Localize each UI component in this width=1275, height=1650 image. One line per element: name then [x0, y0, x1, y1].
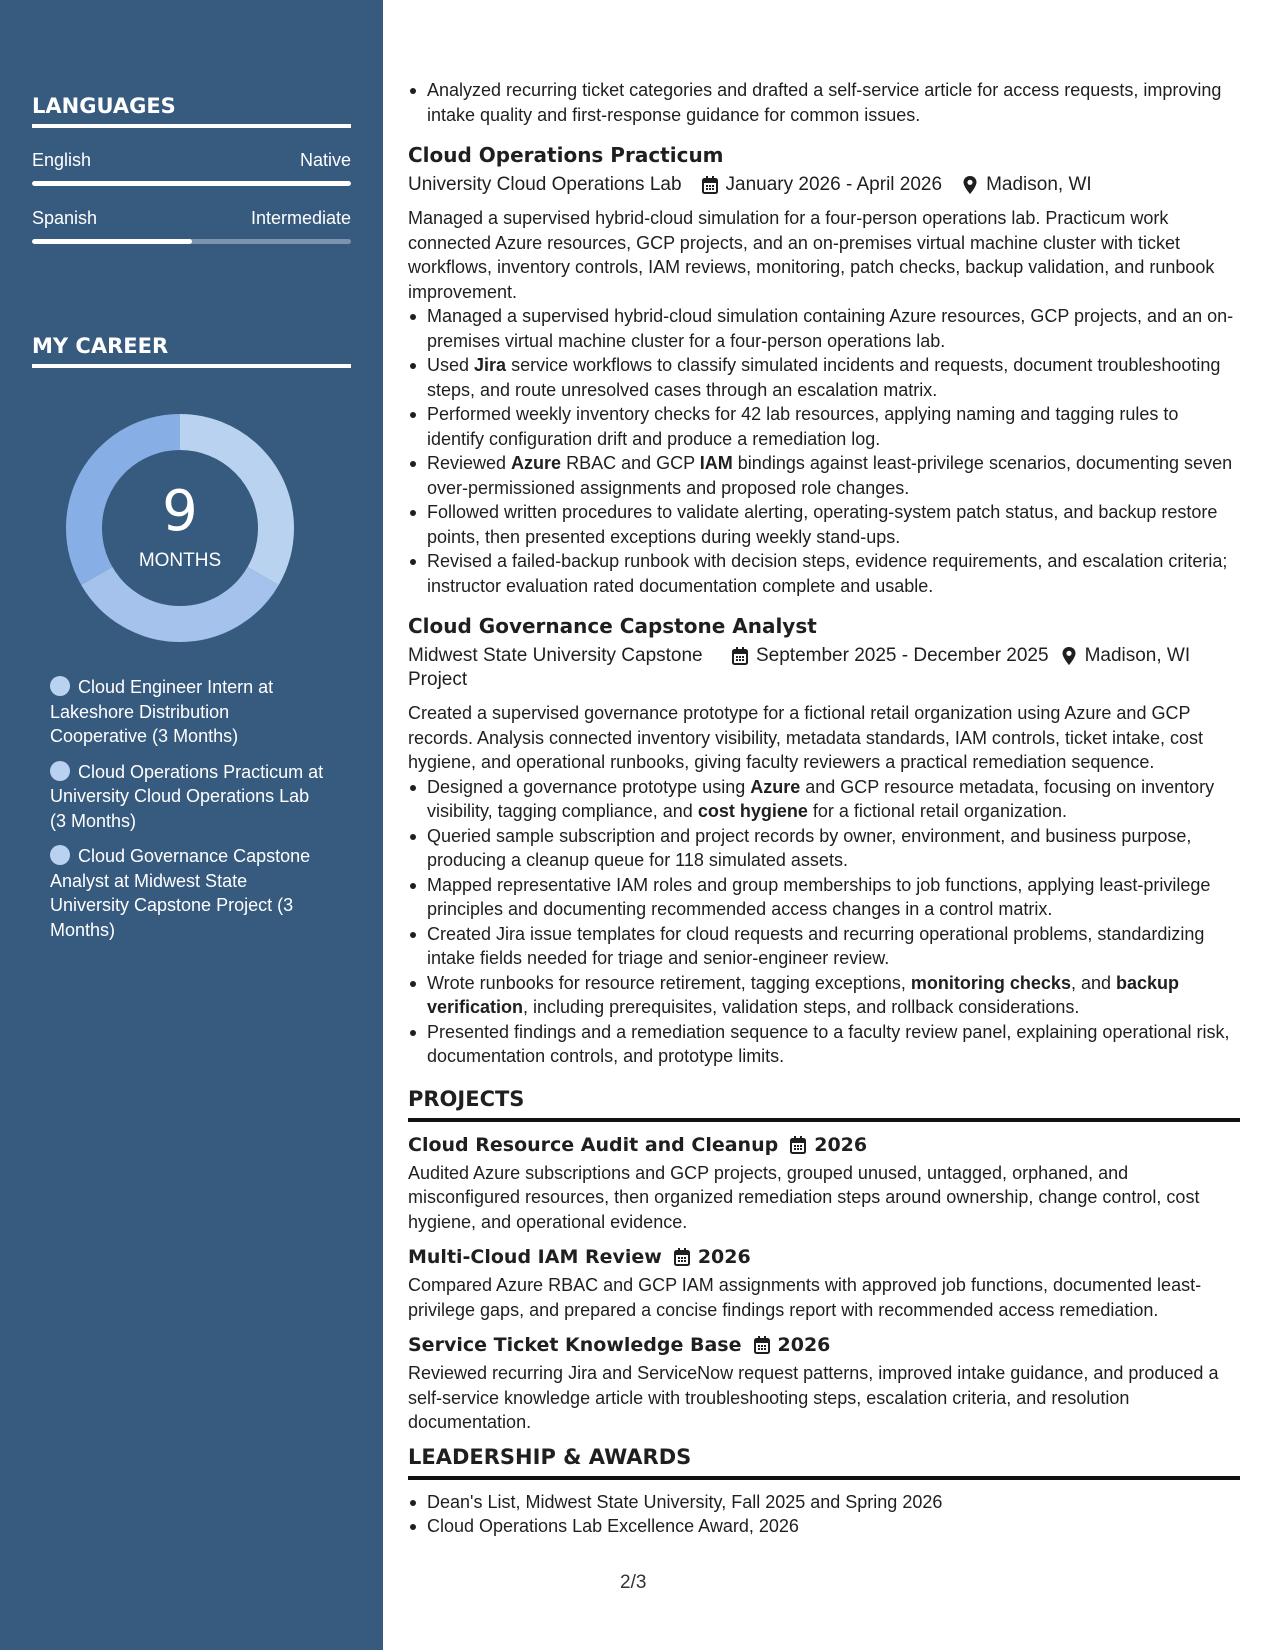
job-organization: Midwest State University Capstone Project: [408, 645, 703, 690]
job-bullets: [408, 775, 1240, 1069]
bullet-keyword: Azure: [750, 776, 801, 797]
career-dot-icon: [50, 676, 70, 696]
project-description: Reviewed recurring Jira and ServiceNow request patterns, improved intake guidance, and produced a self-service knowledge article with troubleshooting steps, escalation criteria, and resolution documentation.: [408, 1363, 1219, 1432]
career-item-text: Cloud Operations Practicum at University Cloud Operations Lab (3 Months): [50, 761, 324, 831]
bullet-item: [408, 922, 1240, 971]
language-item-english: [32, 150, 351, 186]
bullet-text: Created Jira issue templates for cloud requests and recurring operational problems, standardizing intake fields needed for triage and senior-engineer review.: [427, 923, 1205, 968]
award-item: Cloud Operations Lab Excellence Award, 2026: [408, 1514, 1240, 1539]
bullet-item: [408, 500, 1240, 549]
project-description: Audited Azure subscriptions and GCP projects, grouped unused, untagged, orphaned, and misconfigured resources, then organized remediation steps around ownership, change control, cost hygiene, and operational evidence.: [408, 1162, 1200, 1232]
bullet-keyword: Jira: [474, 355, 507, 375]
career-dot-icon: [50, 761, 70, 781]
bullet-text: and GCP resource metadata, focusing on inventory visibility, tagging compliance, and: [427, 776, 1215, 821]
career-item-text: Cloud Governance Capstone Analyst at Midwest State University Capstone Project (3 Months): [50, 846, 311, 940]
languages-heading: LANGUAGES: [32, 94, 351, 128]
job-entry: [408, 141, 1240, 598]
bullet-keyword: cost hygiene: [697, 801, 808, 821]
bullet-text: Designed a governance prototype using: [427, 776, 751, 797]
bullet-text: Used: [427, 355, 475, 375]
project-year: 2026: [814, 1133, 868, 1156]
career-list-item: [50, 760, 330, 834]
page-number: 2/3: [620, 1572, 647, 1593]
bullet-text: Followed written procedures to validate alerting, operating-system patch status, and backup restore points, then presented exceptions during weekly stand-ups.: [427, 502, 1218, 547]
bullet-item: [408, 353, 1240, 402]
language-name: Spanish: [32, 208, 98, 228]
calendar-icon: [702, 176, 718, 194]
location-pin-icon: [962, 176, 978, 194]
bullet-text: Reviewed: [427, 453, 512, 473]
job-dates: January 2026 - April 2026: [725, 174, 943, 195]
bullet-text: bindings against least-privilege scenarios, documenting seven over-permissioned assignments and proposed role changes.: [427, 453, 1233, 498]
career-total-unit: MONTHS: [138, 550, 222, 571]
career-list-item: [50, 675, 330, 749]
career-dot-icon: [50, 845, 70, 865]
language-item-spanish: [32, 208, 351, 244]
language-level: Intermediate: [250, 208, 351, 228]
language-name: English: [32, 150, 92, 170]
job-organization: University Cloud Operations Lab: [408, 174, 682, 195]
project-title: [408, 1244, 1240, 1270]
career-list-item: [50, 844, 330, 942]
bullet-item: [408, 1020, 1240, 1069]
career-total-value: 9: [162, 479, 198, 544]
language-proficiency-bar: [32, 239, 351, 244]
bullet-text: Mapped representative IAM roles and group memberships to job functions, applying least-privilege principles and documenting recommended access changes in a control matrix.: [427, 874, 1211, 919]
carryover-bullets: [408, 78, 1240, 127]
languages-section: [32, 94, 351, 244]
project-description: Compared Azure RBAC and GCP IAM assignments with approved job functions, documented least-privilege gaps, and prepared a concise findings report with recommended access remediation.: [408, 1275, 1202, 1320]
career-donut-chart: [66, 414, 294, 642]
bullet-text: , including prerequisites, validation steps, and rollback considerations.: [523, 997, 1080, 1017]
job-dates: September 2025 - December 2025: [756, 645, 1049, 666]
projects-section: [408, 1085, 1240, 1435]
bullet-text: Presented findings and a remediation sequence to a faculty review panel, explaining operational risk, documentation controls, and prototype limits.: [427, 1021, 1230, 1066]
bullet-item: [408, 304, 1240, 353]
career-item-text: Cloud Engineer Intern at Lakeshore Distribution Cooperative (3 Months): [50, 677, 274, 746]
language-proficiency-fill: [32, 181, 351, 186]
bullet-text: , and: [1070, 972, 1116, 993]
bullet-text: service workflows to classify simulated incidents and requests, document troubleshooting steps, and route unresolved cases through an escalation matrix.: [427, 355, 1221, 400]
awards-heading: LEADERSHIP & AWARDS: [408, 1443, 1240, 1480]
project-title: [408, 1132, 1240, 1158]
bullet-keyword: monitoring checks: [910, 972, 1071, 993]
bullet-text: RBAC and GCP: [561, 453, 700, 473]
language-level: Native: [299, 150, 351, 170]
bullet-item: [408, 873, 1240, 922]
project-year: 2026: [777, 1334, 831, 1356]
calendar-icon: [674, 1248, 690, 1266]
job-meta: [408, 644, 1240, 692]
language-proficiency-bar: [32, 181, 351, 186]
bullet-text: Queried sample subscription and project records by owner, environment, and business purpose, producing a cleanup queue for 118 simulated assets.: [427, 825, 1192, 870]
bullet-item: Analyzed recurring ticket categories and drafted a self-service article for access requests, improving intake quality and first-response guidance for common issues.: [408, 78, 1240, 127]
location-pin-icon: [1061, 647, 1077, 665]
sidebar: [0, 0, 383, 1650]
project-entry: [408, 1244, 1240, 1322]
calendar-icon: [754, 1336, 770, 1354]
award-item: Dean's List, Midwest State University, Fall 2025 and Spring 2026: [408, 1490, 1240, 1515]
bullet-item: [408, 824, 1240, 873]
project-title-text: Cloud Resource Audit and Cleanup: [408, 1133, 779, 1156]
project-entry: [408, 1132, 1240, 1235]
career-list: [50, 675, 330, 953]
project-title-text: Service Ticket Knowledge Base: [408, 1334, 742, 1356]
project-year: 2026: [697, 1246, 751, 1268]
language-proficiency-fill: [32, 239, 192, 244]
main-content: [408, 78, 1240, 1539]
calendar-icon: [732, 647, 748, 665]
bullet-item: [408, 971, 1240, 1020]
career-heading: MY CAREER: [32, 334, 351, 368]
bullet-text: Revised a failed-backup runbook with decision steps, evidence requirements, and escalation criteria; instructor evaluation rated documentation complete and usable.: [427, 551, 1228, 596]
bullet-item: [408, 402, 1240, 451]
projects-heading: PROJECTS: [408, 1085, 1240, 1122]
bullet-text: Performed weekly inventory checks for 42 lab resources, applying naming and tagging rules to identify configuration drift and produce a remediation log.: [427, 404, 1179, 449]
bullet-text: Managed a supervised hybrid-cloud simulation containing Azure resources, GCP projects, and an on-premises virtual machine cluster for a four-person operations lab.: [427, 306, 1234, 351]
job-entry: [408, 612, 1240, 1069]
bullet-item: [408, 775, 1240, 824]
bullet-keyword: Azure: [511, 453, 562, 473]
bullet-text: Wrote runbooks for resource retirement, tagging exceptions,: [427, 972, 911, 993]
project-title-text: Multi-Cloud IAM Review: [408, 1246, 662, 1268]
calendar-icon: [790, 1136, 806, 1154]
awards-list: [408, 1490, 1240, 1539]
bullet-keyword: IAM: [699, 453, 733, 473]
bullet-item: [408, 549, 1240, 598]
bullet-keyword: backup verification: [427, 972, 1180, 1017]
bullet-text: for a fictional retail organization.: [807, 801, 1067, 821]
job-title: Cloud Operations Practicum: [408, 143, 724, 167]
job-title: Cloud Governance Capstone Analyst: [408, 614, 817, 638]
job-location: Madison, WI: [1084, 645, 1191, 666]
project-title: [408, 1332, 1240, 1358]
career-section: [32, 334, 351, 368]
job-meta: [408, 173, 1240, 197]
job-summary: Managed a supervised hybrid-cloud simulation for a four-person operations lab. Practicum work connected Azure resources, GCP projects, and an on-premises virtual machine cluster with ticket workflows, inventory controls, IAM reviews, monitoring, patch checks, backup validation, and runbook improvement.: [408, 208, 1215, 302]
job-location: Madison, WI: [986, 174, 1092, 195]
job-summary: Created a supervised governance prototype for a fictional retail organization using Azure and GCP records. Analysis connected inventory visibility, metadata standards, IAM controls, ticket intake, cost hygiene, and operational runbooks, giving faculty reviewers a practical remediation sequence.: [408, 703, 1204, 772]
project-entry: [408, 1332, 1240, 1435]
awards-section: [408, 1443, 1240, 1539]
bullet-item: [408, 451, 1240, 500]
job-bullets: [408, 304, 1240, 598]
